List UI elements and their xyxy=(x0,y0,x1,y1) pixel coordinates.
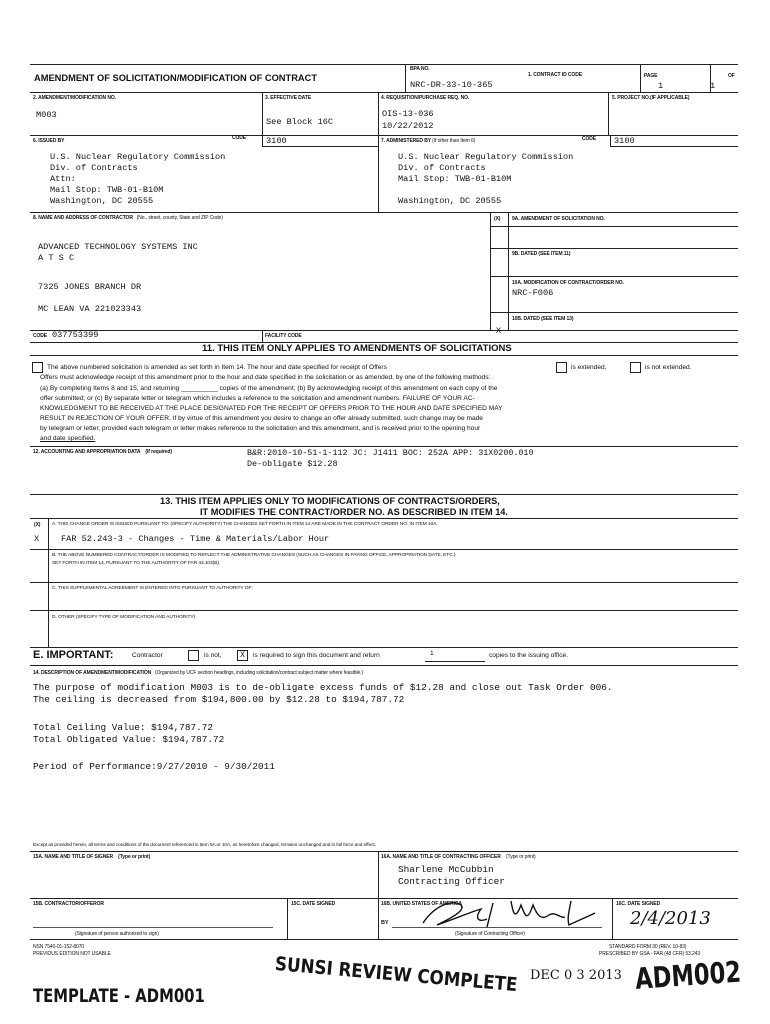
requisition-label: 4. REQUISITION/PURCHASE REQ. NO. xyxy=(381,95,470,101)
issued-by-line-4: Mail Stop: TWB-01-B10M xyxy=(50,185,164,195)
prescribed-by-text: PRESCRIBED BY GSA - FAR (48 CFR) 53.243 xyxy=(599,951,701,957)
not-extended-checkbox[interactable] xyxy=(630,362,641,373)
sunsi-review-stamp: SUNSI REVIEW COMPLETE xyxy=(274,953,519,997)
form-title: AMENDMENT OF SOLICITATION/MODIFICATION OF CONTRACT xyxy=(34,73,318,83)
administered-by-line-3: Mail Stop: TWB-01-B10M xyxy=(398,174,512,184)
amendment-solicitation-label: 9A. AMENDMENT OF SOLICITATION NO. xyxy=(512,216,605,222)
bpa-label: BPA NO. xyxy=(410,66,430,72)
issued-by-line-5: Washington, DC 20555 xyxy=(50,196,154,206)
important-contractor: Contractor xyxy=(132,652,163,659)
requisition-date: 10/22/2012 xyxy=(382,121,434,131)
officer-name-label: 16A. NAME AND TITLE OF CONTRACTING OFFICER (Type or print) xyxy=(381,854,536,860)
important-label: E. IMPORTANT: xyxy=(33,649,114,661)
contractor-code: 037753399 xyxy=(52,330,99,340)
accounting-line-1: B&R:2010-10-51-1-112 JC: J1411 BOC: 252A APP: 31X0200.010 xyxy=(247,448,534,458)
issued-by-code-label: CODE xyxy=(232,135,247,141)
template-stamp: TEMPLATE - ADM001 xyxy=(33,985,205,1007)
item-11-line-5: KNOWLEDGMENT TO BE RECEIVED AT THE PLACE DESIGNATED FOR THE RECEIPT OF OFFERS PRIOR TO THE HOUR AND DATE SPECIFIED MAY xyxy=(40,405,503,412)
copies-tail: copies to the issuing office. xyxy=(489,652,569,659)
is-not-checkbox[interactable] xyxy=(188,650,199,661)
issued-by-code: 3100 xyxy=(266,136,287,146)
project-no-label: 5. PROJECT NO.(IF APPLICABLE) xyxy=(612,95,690,101)
by-label: BY xyxy=(381,920,389,926)
issued-by-line-3: Attn: xyxy=(50,174,76,184)
administered-by-line-2: Div. of Contracts xyxy=(398,163,486,173)
officer-name: Sharlene McCubbin xyxy=(398,864,494,875)
description-line-7: Period of Performance:9/27/2010 - 9/30/2011 xyxy=(33,761,275,772)
item-11-line-4: offer submitted; or (c) By separate letter or telegram which includes a reference to the solicitation and amendment numbers. FAILURE OF YOUR AC- xyxy=(40,395,475,402)
item-13-title-1: 13. THIS ITEM APPLIES ONLY TO MODIFICATIONS OF CONTRACTS/ORDERS, xyxy=(160,496,500,506)
facility-code-label: FACILITY CODE xyxy=(265,333,302,339)
administered-by-label: 7. ADMINISTERED BY (If other than Item 6) xyxy=(381,138,476,144)
page-total: 1 xyxy=(710,81,716,91)
contract-id-label: 1. CONTRACT ID CODE xyxy=(528,72,582,78)
item-13-a-mark: X xyxy=(34,534,40,544)
item-11-line-3: (a) By completing Items 8 and 15, and returning __________ copies of the amendment; (b) By acknowledging receipt of this amendment on each copy of the xyxy=(40,385,498,392)
dated-9b-label: 9B. DATED (SEE ITEM 11) xyxy=(512,251,571,257)
administered-by-code: 3100 xyxy=(614,136,635,146)
administered-by-line-1: U.S. Nuclear Regulatory Commission xyxy=(398,152,574,162)
item-11-title: 11. THIS ITEM ONLY APPLIES TO AMENDMENTS OF SOLICITATIONS xyxy=(202,343,512,354)
signer-name-label: 15A. NAME AND TITLE OF SIGNER (Type or print) xyxy=(33,854,151,860)
effective-date-label: 3. EFFECTIVE DATE xyxy=(265,95,311,101)
item-13-d-text: D. OTHER (SPECIFY TYPE OF MODIFICATION AND AUTHORITY) xyxy=(52,615,196,620)
description-label: 14. DESCRIPTION OF AMENDMENT/MODIFICATION (Organized by UCF section headings, including solicitation/contract subject matter where feasible.) xyxy=(33,670,363,676)
contractor-date-label: 15C. DATE SIGNED xyxy=(291,901,336,907)
description-line-5: Total Obligated Value: $194,787.72 xyxy=(33,734,225,745)
x-column-label: (X) xyxy=(494,216,501,222)
contractor-label: 8. NAME AND ADDRESS OF CONTRACTOR (No., street, county, State and ZIP Code) xyxy=(33,215,223,221)
item-11-line-1: The above numbered solicitation is amended as set forth in Item 14. The hour and date specified for receipt of Offers xyxy=(47,364,387,371)
nsn-text: NSN 7540-01-152-8070 xyxy=(33,944,85,950)
contractor-line-1: ADVANCED TECHNOLOGY SYSTEMS INC xyxy=(38,242,198,252)
amendment-no-value: M003 xyxy=(36,110,57,120)
issued-by-line-2: Div. of Contracts xyxy=(50,163,138,173)
extended-text: is extended, xyxy=(571,364,607,371)
contractor-offeror-label: 15B. CONTRACTOR/OFFEROR xyxy=(33,901,104,907)
usa-label: 16B. UNITED STATES OF AMERICA xyxy=(381,901,462,907)
is-required-checkbox[interactable]: X xyxy=(237,650,248,661)
received-date-stamp: DEC 0 3 2013 xyxy=(530,968,622,983)
description-line-1: The purpose of modification M003 is to de-obligate excess funds of $12.28 and close out Task Order 006. xyxy=(33,682,613,693)
is-not-text: is not, xyxy=(204,652,222,659)
contractor-line-6: MC LEAN VA 221023343 xyxy=(38,304,142,314)
officer-date-label: 16C. DATE SIGNED xyxy=(616,901,661,907)
bpa-number: NRC-DR-33-10-365 xyxy=(410,80,493,90)
item-11-line-8: and date specified. xyxy=(40,435,96,442)
officer-title: Contracting Officer xyxy=(398,876,505,887)
item-13-title-2: IT MODIFIES THE CONTRACT/ORDER NO. AS DESCRIBED IN ITEM 14. xyxy=(200,507,508,517)
modification-contract-value: NRC-F006 xyxy=(512,288,554,298)
page-label: PAGE xyxy=(644,73,658,79)
contractor-code-label: CODE xyxy=(33,333,48,339)
copies-count: 1 xyxy=(430,650,434,657)
item-13-b-text-2: SET FORTH IN ITEM 14, PURSUANT TO THE AUTHORITY OF FAR 43.103(B). xyxy=(52,561,221,566)
previous-edition-text: PREVIOUS EDITION NOT USABLE xyxy=(33,951,111,957)
item-11-line-2: Offers must acknowledge receipt of this amendment prior to the hour and date specified in the solicitation or as amended, by one of the following methods: xyxy=(40,374,491,381)
extended-checkbox[interactable] xyxy=(556,362,567,373)
of-label: OF xyxy=(728,73,735,79)
officer-date-handwritten: 2/4/2013 xyxy=(630,908,711,929)
item-11-checkbox[interactable] xyxy=(32,362,43,373)
item-11-line-7: by telegram or letter, provided each telegram or letter makes reference to the solicitation and this amendment, and is received prior to the opening hour xyxy=(40,425,481,432)
officer-signature-note: (Signature of Contracting Officer) xyxy=(455,931,525,937)
contractor-signature-note: (Signature of person authorized to sign) xyxy=(75,931,159,937)
standard-form-text: STANDARD FORM 30 (REV. 10-83) xyxy=(609,944,687,950)
accounting-label: 12. ACCOUNTING AND APPROPRIATION DATA (If required) xyxy=(33,449,172,455)
dated-10b-label: 10B. DATED (SEE ITEM 13) xyxy=(512,316,574,322)
officer-signature-image xyxy=(415,895,600,931)
contractor-line-2: A T S C xyxy=(38,253,75,263)
contractor-line-4: 7325 JONES BRANCH DR xyxy=(38,282,142,292)
page-number: 1 xyxy=(658,81,664,91)
item-13-a-text: A. THIS CHANGE ORDER IS ISSUED PURSUANT TO: (SPECIFY AUTHORITY) THE CHANGES SET FORTH IN ITEM 14 ARE MADE IN THE CONTRACT ORDER NO. IN ITEM 10A. xyxy=(52,522,438,527)
issued-by-line-1: U.S. Nuclear Regulatory Commission xyxy=(50,152,226,162)
adm-stamp: ADM002 xyxy=(634,954,743,996)
item-13-a-authority: FAR 52.243-3 - Changes - Time & Materials/Labor Hour xyxy=(61,534,330,544)
description-line-4: Total Ceiling Value: $194,787.72 xyxy=(33,722,214,733)
is-required-text: is required to sign this document and return xyxy=(253,652,380,659)
accounting-line-2: De-obligate $12.28 xyxy=(247,459,338,469)
description-line-2: The ceiling is decreased from $194,800.00 by $12.28 to $194,787.72 xyxy=(33,694,405,705)
modification-x-mark: X xyxy=(496,326,502,336)
effective-date-value: See Block 16C xyxy=(266,117,334,127)
amendment-no-label: 2. AMENDMENT/MODIFICATION NO. xyxy=(33,95,116,101)
item-13-c-text: C. THIS SUPPLEMENTAL AGREEMENT IS ENTERED INTO PURSUANT TO AUTHORITY OF: xyxy=(52,586,253,591)
requisition-value: OIS-13-036 xyxy=(382,109,434,119)
terms-note: Except as provided herein, all terms and conditions of the document referenced in Item 9A or 10A, as heretofore changed, remains unchanged and in full force and effect. xyxy=(33,843,376,848)
administered-by-line-4: Washington, DC 20555 xyxy=(398,196,502,206)
administered-by-code-label: CODE xyxy=(582,136,597,142)
item-13-x-column: (X) xyxy=(34,522,41,528)
modification-contract-label: 10A. MODIFICATION OF CONTRACT/ORDER NO. xyxy=(512,280,624,286)
item-11-line-6: RESULT IN REJECTION OF YOUR OFFER. If by virtue of this amendment you desire to change an offer already submitted, such change may be made xyxy=(40,415,483,422)
item-13-b-text-1: B. THE ABOVE NUMBERED CONTRACT/ORDER IS MODIFIED TO REFLECT THE ADMINISTRATIVE CHANGES (SUCH AS CHANGES IN PAYING OFFICE, APPROPRIATION DATE, ETC.) xyxy=(52,553,456,558)
issued-by-label: 6. ISSUED BY xyxy=(33,138,65,144)
not-extended-text: is not extended. xyxy=(645,364,692,371)
